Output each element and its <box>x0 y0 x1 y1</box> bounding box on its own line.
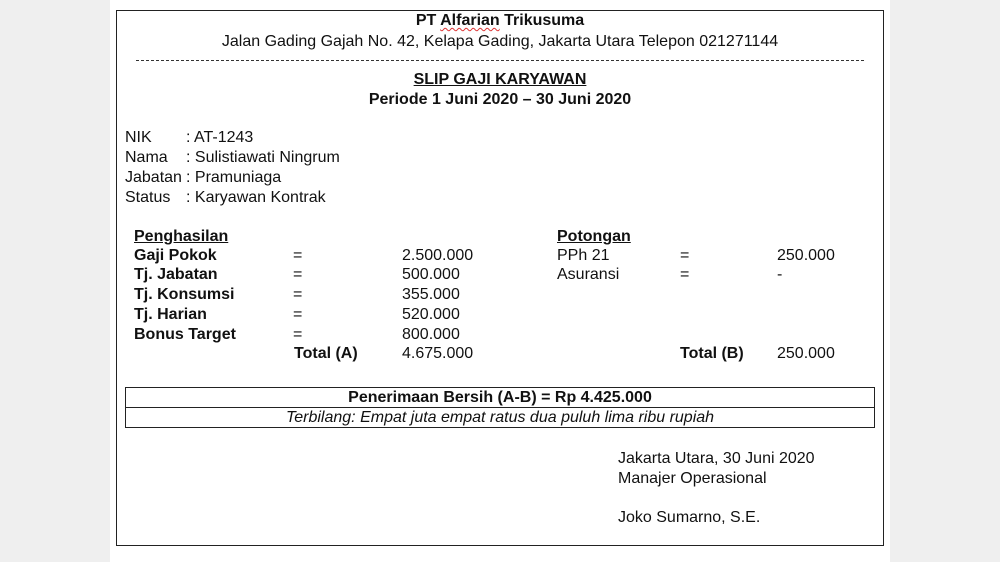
deduction-amount: - <box>777 266 783 283</box>
company-name: PT Alfarian Trikusuma <box>415 12 585 29</box>
equals-sign: = <box>293 326 303 343</box>
deductions-total-amount: 250.000 <box>777 345 835 362</box>
signature-position: Manajer Operasional <box>618 470 767 487</box>
employee-value: : Karyawan Kontrak <box>186 189 326 206</box>
equals-sign: = <box>293 266 303 283</box>
deduction-label: PPh 21 <box>557 247 610 264</box>
signatory-name: Joko Sumarno, S.E. <box>618 509 761 526</box>
employee-value: : Pramuniaga <box>186 169 282 186</box>
employee-label: Status <box>125 189 171 206</box>
equals-sign: = <box>293 286 303 303</box>
income-label: Tj. Jabatan <box>134 266 218 283</box>
income-total-label: Total (A) <box>294 345 358 362</box>
income-label: Tj. Harian <box>134 306 207 323</box>
net-pay-label: Penerimaan Bersih (A-B) = Rp 4.425.000 <box>348 389 652 406</box>
income-amount: 800.000 <box>402 326 460 343</box>
employee-value: : AT-1243 <box>186 129 254 146</box>
income-label: Gaji Pokok <box>134 247 217 264</box>
company-address: Jalan Gading Gajah No. 42, Kelapa Gading, Jakarta Utara Telepon 021271144 <box>221 33 779 50</box>
header-divider <box>136 60 864 61</box>
income-label: Tj. Konsumsi <box>134 286 235 303</box>
spellcheck-marked-word: Alfarian <box>440 12 500 29</box>
deduction-amount: 250.000 <box>777 247 835 264</box>
deductions-heading: Potongan <box>557 228 631 245</box>
equals-sign: = <box>293 306 303 323</box>
equals-sign: = <box>293 247 303 264</box>
income-amount: 520.000 <box>402 306 460 323</box>
income-total-amount: 4.675.000 <box>402 345 474 362</box>
amount-in-words: Terbilang: Empat juta empat ratus dua puluh lima ribu rupiah <box>285 409 715 426</box>
equals-sign: = <box>680 266 690 283</box>
employee-value: : Sulistiawati Ningrum <box>186 149 340 166</box>
deduction-label: Asuransi <box>557 266 620 283</box>
equals-sign: = <box>680 247 690 264</box>
income-amount: 500.000 <box>402 266 460 283</box>
deductions-total-label: Total (B) <box>680 345 744 362</box>
income-label: Bonus Target <box>134 326 236 343</box>
income-heading: Penghasilan <box>134 228 229 245</box>
employee-label: Jabatan <box>125 169 182 186</box>
employee-label: NIK <box>125 129 152 146</box>
employee-label: Nama <box>125 149 168 166</box>
slip-period: Periode 1 Juni 2020 – 30 Juni 2020 <box>368 91 632 108</box>
income-amount: 355.000 <box>402 286 460 303</box>
signature-place-date: Jakarta Utara, 30 Juni 2020 <box>618 450 815 467</box>
income-amount: 2.500.000 <box>402 247 474 264</box>
slip-title: SLIP GAJI KARYAWAN <box>413 71 587 88</box>
